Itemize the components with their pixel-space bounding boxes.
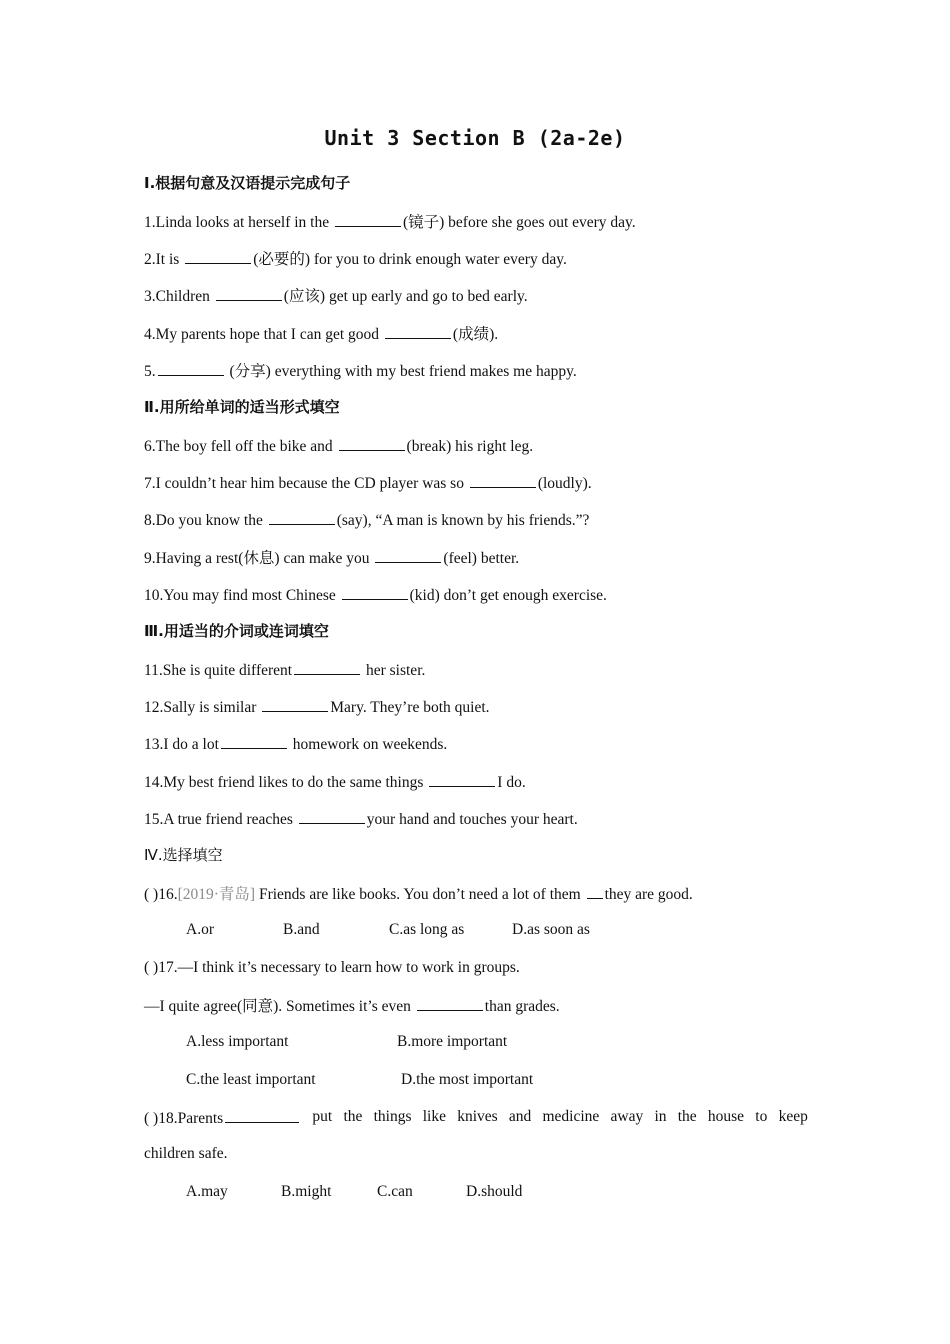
question-text: 10.You may find most Chinese (144, 587, 336, 604)
word: the (343, 1108, 363, 1125)
question-text: 6.The boy fell off the bike and (144, 438, 333, 455)
answer-blank[interactable] (342, 583, 408, 600)
answer-blank[interactable] (375, 546, 441, 563)
answer-blank[interactable] (158, 359, 224, 376)
answer-blank[interactable] (269, 508, 335, 525)
question-text: 5. (144, 363, 156, 380)
answer-blank[interactable] (262, 695, 328, 712)
word: things (373, 1108, 412, 1125)
answer-blank[interactable] (294, 658, 360, 675)
question-hint: (必要的) for you to drink enough water every day. (253, 251, 567, 268)
question-text: 9.Having a rest(休息) can make you (144, 550, 370, 567)
question-14 (144, 770, 526, 794)
answer-blank[interactable] (221, 732, 287, 749)
question-text: 14.My best friend likes to do the same things (144, 774, 424, 791)
word: medicine (542, 1108, 600, 1125)
question-text: ( )18.Parents (144, 1110, 224, 1127)
answer-blank[interactable] (339, 434, 405, 451)
question-text-end: they are good. (604, 886, 693, 903)
question-hint: (应该) get up early and go to bed early. (283, 288, 528, 305)
question-hint: (feel) better. (443, 550, 520, 567)
question-1 (144, 210, 636, 234)
answer-blank[interactable] (335, 210, 401, 227)
question-hint: (break) his right leg. (406, 438, 534, 455)
question-15 (144, 807, 578, 831)
option-b[interactable]: B.more important (397, 1033, 508, 1050)
option-c[interactable]: C.can (377, 1183, 413, 1200)
question-4 (144, 322, 498, 346)
answer-blank[interactable] (299, 807, 365, 824)
question-18 (144, 1106, 808, 1130)
answer-blank[interactable] (385, 322, 451, 339)
answer-blank[interactable] (429, 770, 495, 787)
question-hint: (loudly). (537, 475, 592, 492)
word: put (312, 1108, 333, 1125)
question-hint: (分享) everything with my best friend makes me happy. (229, 363, 577, 380)
page-title: Unit 3 Section B (2a-2e) (324, 126, 626, 150)
question-text: 12.Sally is similar (144, 699, 257, 716)
word: keep (778, 1108, 808, 1125)
question-5 (144, 359, 577, 383)
question-text: 13.I do a lot (144, 736, 219, 753)
question-7 (144, 471, 592, 495)
answer-blank[interactable] (225, 1106, 299, 1123)
answer-paren: ( )16. (144, 886, 178, 903)
question-text: 11.She is quite different (144, 662, 293, 679)
option-c[interactable]: C.as long as (389, 921, 465, 938)
option-b[interactable]: B.and (283, 921, 320, 938)
question-text: 4.My parents hope that I can get good (144, 326, 380, 343)
question-text: —I quite agree(同意). Sometimes it’s even (144, 998, 411, 1015)
word: and (508, 1108, 532, 1125)
section-heading-1: Ⅰ.根据句意及汉语提示完成句子 (144, 174, 351, 192)
question-text: 8.Do you know the (144, 512, 263, 529)
question-source: [2019·青岛] (177, 886, 256, 903)
option-a[interactable]: A.less important (186, 1033, 289, 1050)
question-text: 15.A true friend reaches (144, 811, 293, 828)
question-hint: Mary. They’re both quiet. (330, 699, 490, 716)
word: knives (457, 1108, 498, 1125)
answer-blank[interactable] (470, 471, 536, 488)
question-6 (144, 434, 533, 458)
question-hint: I do. (497, 774, 526, 791)
option-d[interactable]: D.the most important (401, 1071, 534, 1088)
word: like (422, 1108, 446, 1125)
question-8 (144, 508, 589, 532)
answer-blank[interactable] (417, 994, 483, 1011)
question-17-line-2 (144, 994, 560, 1018)
question-hint: your hand and touches your heart. (366, 811, 578, 828)
section-heading-3: Ⅲ.用适当的介词或连词填空 (144, 622, 329, 640)
question-hint: homework on weekends. (292, 736, 448, 753)
question-text: 7.I couldn’t hear him because the CD player was so (144, 475, 464, 492)
word: to (755, 1108, 768, 1125)
question-10 (144, 583, 607, 607)
question-text: Friends are like books. You don’t need a lot of them (255, 886, 581, 903)
answer-paren: ( )17. (144, 959, 178, 976)
question-hint: (kid) don’t get enough exercise. (409, 587, 607, 604)
question-12 (144, 695, 490, 719)
question-11 (144, 658, 425, 682)
option-a[interactable]: A.or (186, 921, 214, 938)
answer-blank[interactable] (185, 247, 251, 264)
word: in (654, 1108, 667, 1125)
question-text-end: than grades. (484, 998, 560, 1015)
answer-blank[interactable] (216, 284, 282, 301)
question-18-line-2: children safe. (144, 1145, 228, 1162)
option-c[interactable]: C.the least important (186, 1071, 316, 1088)
question-text: 2.It is (144, 251, 180, 268)
word: house (707, 1108, 745, 1125)
question-17 (144, 957, 520, 979)
section-heading-4: Ⅳ.选择填空 (144, 846, 223, 864)
question-hint: (成绩). (452, 326, 499, 343)
option-a[interactable]: A.may (186, 1183, 228, 1200)
option-b[interactable]: B.might (281, 1183, 332, 1200)
question-2 (144, 247, 567, 271)
question-text: 1.Linda looks at herself in the (144, 214, 330, 231)
question-13 (144, 732, 447, 756)
question-hint: her sister. (365, 662, 426, 679)
question-hint: (say), “A man is known by his friends.”? (336, 512, 590, 529)
question-text: 3.Children (144, 288, 210, 305)
question-3 (144, 284, 528, 308)
question-9 (144, 546, 519, 570)
question-lead (144, 1106, 301, 1130)
section-heading-2: Ⅱ.用所给单词的适当形式填空 (144, 398, 340, 416)
option-d[interactable]: D.should (466, 1183, 523, 1200)
question-16 (144, 882, 693, 906)
option-d[interactable]: D.as soon as (512, 921, 590, 938)
question-hint: (镜子) before she goes out every day. (402, 214, 636, 231)
question-text: —I think it’s necessary to learn how to work in groups. (177, 959, 520, 976)
word: away (610, 1108, 644, 1125)
answer-blank[interactable] (587, 882, 603, 899)
word: the (677, 1108, 697, 1125)
